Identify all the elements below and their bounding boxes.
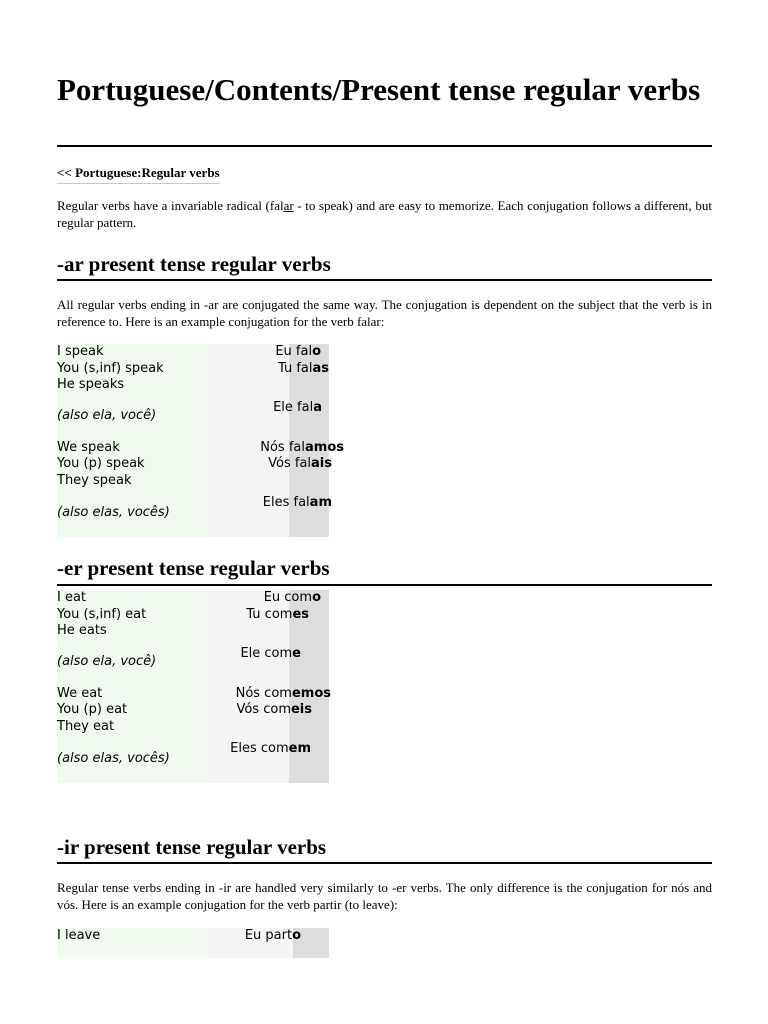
verb-ending: am bbox=[309, 495, 332, 510]
verb-stem: Eu com bbox=[263, 590, 313, 605]
heading-ir-verbs: -ir present tense regular verbs bbox=[57, 835, 327, 859]
verb-ending: eis bbox=[290, 702, 312, 717]
verb-ending: a bbox=[313, 400, 322, 415]
verb-ending: o bbox=[312, 344, 321, 359]
verb-stem: Tu fal bbox=[277, 361, 313, 376]
intro-paragraph bbox=[57, 197, 712, 231]
verb-stem: Eles fal bbox=[262, 495, 310, 510]
heading-ar-verbs: -ar present tense regular verbs bbox=[57, 252, 331, 276]
verb-stem: Eu fal bbox=[275, 344, 313, 359]
verb-ending: o bbox=[312, 590, 321, 605]
verb-stem: Ele fal bbox=[273, 400, 314, 415]
portuguese-form bbox=[264, 590, 321, 606]
title-divider bbox=[57, 145, 712, 147]
english-row: You (s,inf) speak bbox=[57, 361, 164, 376]
english-row: You (p) eat bbox=[57, 702, 128, 717]
portuguese-form bbox=[240, 646, 301, 662]
english-note: (also elas, vocês) bbox=[57, 505, 170, 520]
portuguese-form bbox=[273, 400, 322, 416]
portuguese-form bbox=[278, 361, 329, 377]
english-row: He eats bbox=[57, 623, 107, 638]
intro-text-after: - to speak) and are easy to memorize. Each conjugation follows a different, but regular pattern. bbox=[57, 198, 713, 230]
verb-ending: as bbox=[312, 361, 329, 376]
portuguese-form bbox=[263, 495, 332, 511]
verb-ending: o bbox=[292, 928, 301, 943]
verb-ending: amos bbox=[305, 440, 344, 455]
portuguese-form bbox=[236, 686, 331, 702]
english-row: I speak bbox=[57, 344, 104, 359]
ar-conjugation-table bbox=[57, 344, 344, 537]
portuguese-form bbox=[260, 440, 344, 456]
portuguese-form bbox=[268, 456, 332, 472]
verb-stem: Nós fal bbox=[260, 440, 305, 455]
intro-underlined-ending: ar bbox=[283, 198, 294, 213]
verb-stem: Vós com bbox=[236, 702, 291, 717]
ir-paragraph: Regular tense verbs ending in -ir are handled very similarly to -er verbs. The only difference is the conjugation for nós and vós. Here is an example conjugation for the verb partir (to leave): bbox=[57, 880, 712, 912]
intro-text-before: Regular verbs have a invariable radical (fal bbox=[57, 198, 284, 213]
english-row: We speak bbox=[57, 440, 120, 455]
portuguese-form bbox=[245, 928, 301, 944]
verb-stem: Eu part bbox=[244, 928, 293, 943]
english-row: He speaks bbox=[57, 377, 125, 392]
ir-conjugation-table bbox=[57, 928, 329, 958]
english-row: We eat bbox=[57, 686, 103, 701]
heading-ar-divider bbox=[57, 279, 712, 281]
portuguese-form bbox=[275, 344, 321, 360]
english-note: (also elas, vocês) bbox=[57, 751, 170, 766]
heading-er-divider bbox=[57, 584, 712, 586]
verb-ending: ais bbox=[311, 456, 332, 471]
english-row: You (p) speak bbox=[57, 456, 145, 471]
verb-stem: Eles com bbox=[230, 741, 289, 756]
breadcrumb-link[interactable]: << Portuguese:Regular verbs bbox=[57, 164, 220, 184]
english-note: (also ela, você) bbox=[57, 654, 157, 669]
verb-ending: es bbox=[292, 607, 309, 622]
portuguese-form bbox=[230, 741, 311, 757]
page-title: Portuguese/Contents/Present tense regular verbs bbox=[57, 72, 701, 107]
verb-stem: Tu com bbox=[246, 607, 293, 622]
english-row: They speak bbox=[57, 473, 132, 488]
verb-ending: em bbox=[288, 741, 311, 756]
english-row: They eat bbox=[57, 719, 115, 734]
ar-paragraph: All regular verbs ending in -ar are conjugated the same way. The conjugation is dependent on the subject that the verb is in reference to. Here is an example conjugation for the verb falar: bbox=[57, 297, 712, 329]
verb-ending: emos bbox=[291, 686, 331, 701]
heading-er-verbs: -er present tense regular verbs bbox=[57, 556, 330, 580]
heading-ir-divider bbox=[57, 862, 712, 864]
portuguese-form bbox=[236, 702, 312, 718]
verb-ending: e bbox=[292, 646, 301, 661]
verb-stem: Ele com bbox=[240, 646, 293, 661]
er-conjugation-table bbox=[57, 590, 329, 783]
english-row: I leave bbox=[57, 928, 101, 943]
verb-stem: Nós com bbox=[235, 686, 292, 701]
portuguese-form bbox=[246, 607, 309, 623]
english-note: (also ela, você) bbox=[57, 408, 157, 423]
verb-stem: Vós fal bbox=[268, 456, 312, 471]
english-row: You (s,inf) eat bbox=[57, 607, 147, 622]
english-row: I eat bbox=[57, 590, 87, 605]
